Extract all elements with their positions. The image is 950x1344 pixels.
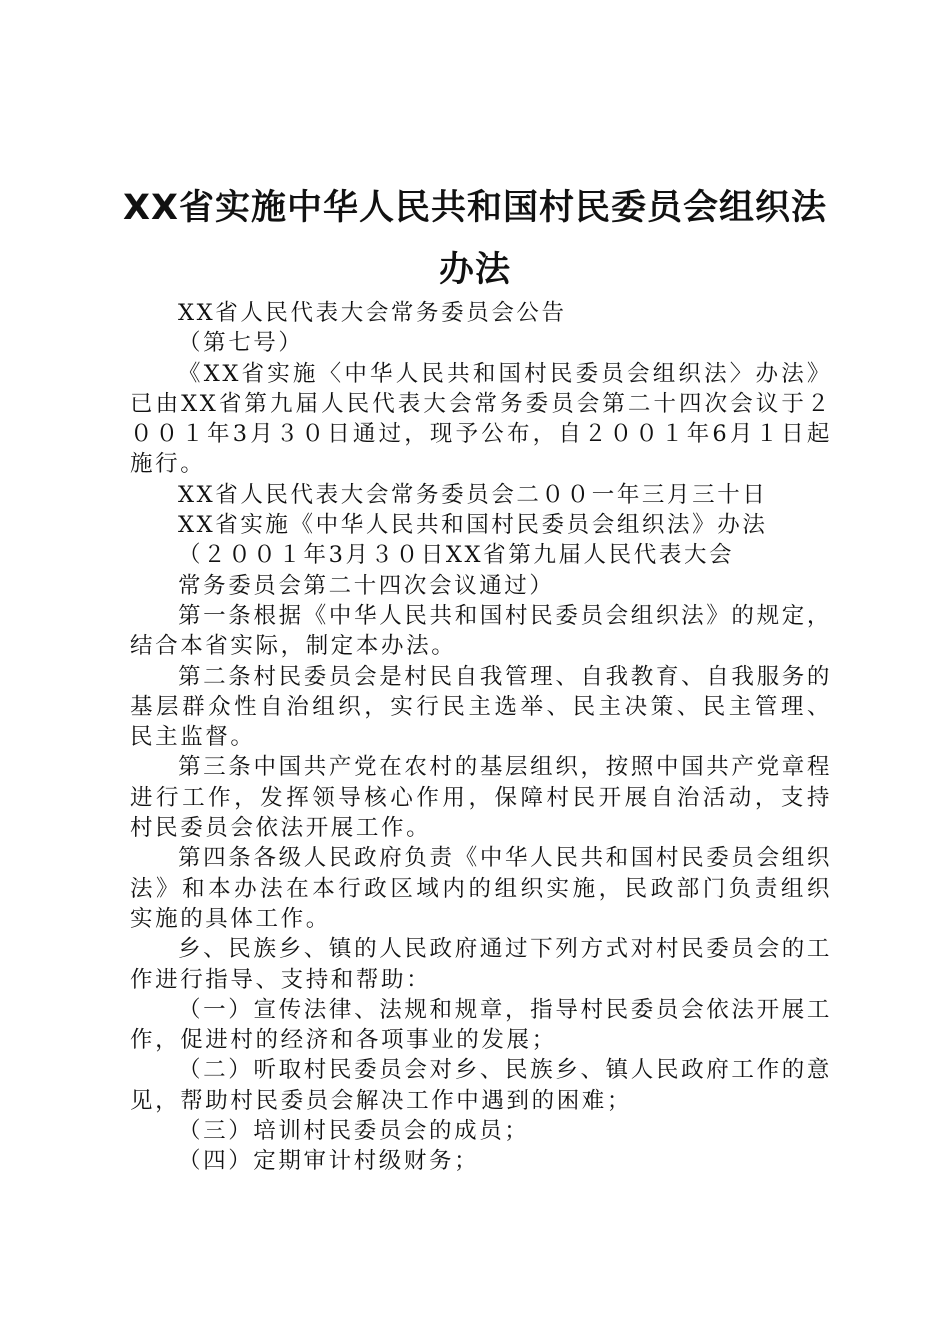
- guidance-intro: 乡、民族乡、镇的人民政府通过下列方式对村民委员会的工作进行指导、支持和帮助：: [130, 936, 832, 993]
- guidance-item-4: （四）定期审计村级财务；: [178, 1148, 480, 1175]
- guidance-item-1: （一）宣传法律、法规和规章，指导村民委员会依法开展工作，促进村的经济和各项事业的发展；: [130, 996, 832, 1054]
- announcement-issuer: XX省人民代表大会常务委员会公告: [178, 300, 567, 326]
- document-title-line1: XX省实施中华人民共和国村民委员会组织法: [123, 188, 827, 228]
- adoption-note-line2: 常务委员会第二十四次会议通过）: [178, 572, 555, 599]
- article-3: 第三条中国共产党在农村的基层组织，按照中国共产党章程进行工作，发挥领导核心作用，保障村民开展自治活动，支持村民委员会依法开展工作。: [130, 754, 832, 842]
- guidance-item-3: （三）培训村民委员会的成员；: [178, 1118, 530, 1145]
- announcement-date: XX省人民代表大会常务委员会二００一年三月三十日: [178, 481, 768, 508]
- guidance-item-2: （二）听取村民委员会对乡、民族乡、镇人民政府工作的意见，帮助村民委员会解决工作中遇到的困难；: [130, 1057, 832, 1114]
- adoption-note-line1: （２００１年3月３０日XX省第九届人民代表大会: [178, 542, 735, 569]
- document-title-line2: 办法: [438, 250, 511, 290]
- article-1: 第一条根据《中华人民共和国村民委员会组织法》的规定，结合本省实际，制定本办法。: [130, 602, 832, 660]
- announcement-number: （第七号）: [178, 330, 304, 357]
- document-body: [130, 298, 832, 1177]
- article-2: 第二条村民委员会是村民自我管理、自我教育、自我服务的基层群众性自治组织，实行民主选举、民主决策、民主管理、民主监督。: [130, 663, 832, 751]
- announcement-text: 《XX省实施〈中华人民共和国村民委员会组织法〉办法》已由XX省第九届人民代表大会常务委员会第二十四次会议于２００１年3月３０日通过，现予公布，自２００１年6月１日起施行。: [130, 360, 832, 478]
- regulation-title: XX省实施《中华人民共和国村民委员会组织法》办法: [178, 512, 768, 539]
- article-4: 第四条各级人民政府负责《中华人民共和国村民委员会组织法》和本办法在本行政区域内的组织实施，民政部门负责组织实施的具体工作。: [130, 845, 832, 932]
